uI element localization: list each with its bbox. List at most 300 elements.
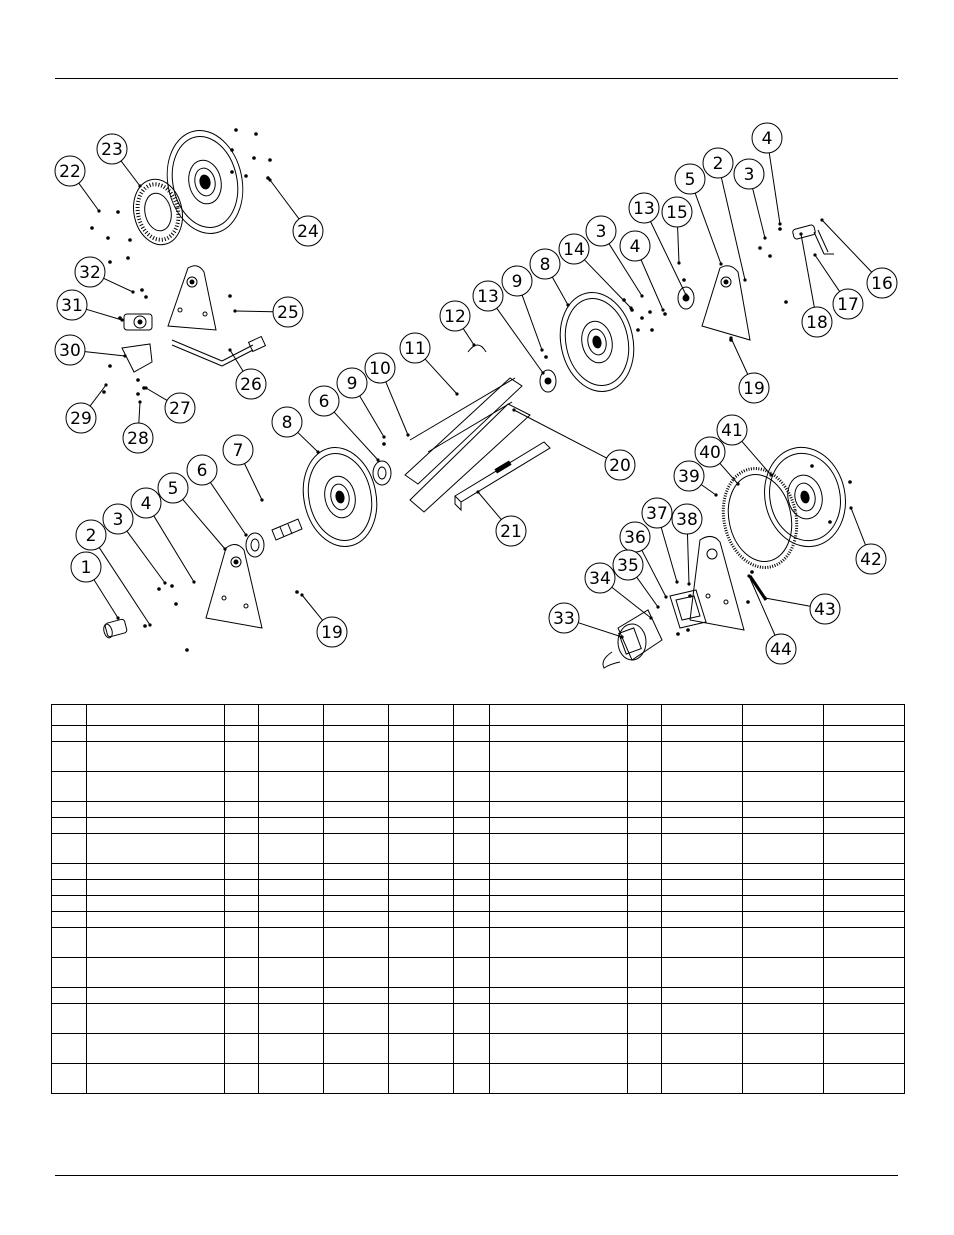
table-row: [52, 834, 905, 864]
table-cell: [259, 958, 324, 988]
callout-tip-3: [163, 581, 166, 584]
callout-leader-19: [302, 595, 323, 620]
upper-right-side-frame: [702, 266, 750, 340]
hardware-fastener: [848, 480, 852, 484]
table-cell: [87, 896, 225, 912]
callout-tip-17: [813, 253, 816, 256]
table-cell: [628, 880, 662, 896]
table-cell: [743, 772, 824, 802]
callout-tip-23: [138, 184, 141, 187]
callout-tip-16: [820, 218, 823, 221]
table-cell: [743, 1004, 824, 1034]
table-cell: [225, 958, 259, 988]
callout-tip-39: [714, 493, 717, 496]
table-cell: [490, 864, 628, 880]
table-cell: [259, 705, 324, 726]
table-cell: [743, 912, 824, 928]
table-row: [52, 1034, 905, 1064]
callout-tip-27: [144, 386, 147, 389]
u-bolt-part-12: [468, 345, 486, 352]
table-cell: [454, 1064, 490, 1094]
callout-number: 4: [140, 494, 152, 514]
table-cell: [225, 772, 259, 802]
table-cell: [824, 912, 905, 928]
callout-number: 30: [59, 341, 81, 361]
table-cell: [743, 802, 824, 818]
callout-tip-30: [123, 354, 126, 357]
table-cell: [824, 818, 905, 834]
callout-tip-19: [300, 593, 303, 596]
hardware-fastener: [676, 632, 680, 636]
table-cell: [225, 705, 259, 726]
hardware-fastener: [230, 170, 234, 174]
callout-number: 1: [80, 558, 92, 578]
table-cell: [454, 772, 490, 802]
table-cell: [743, 864, 824, 880]
table-cell: [824, 726, 905, 742]
callout-tip-10: [406, 433, 409, 436]
table-row: [52, 912, 905, 928]
callout-number: 6: [318, 392, 330, 412]
table-cell: [87, 912, 225, 928]
callout-tip-21: [476, 490, 479, 493]
table-cell: [52, 880, 87, 896]
table-cell: [743, 1064, 824, 1094]
callout-leader-13: [497, 308, 543, 373]
table-cell: [743, 880, 824, 896]
table-cell: [225, 988, 259, 1004]
hardware-fastener: [648, 310, 652, 314]
crank-handle-part-26: [172, 337, 265, 366]
callout-number: 34: [589, 569, 611, 589]
table-cell: [389, 726, 454, 742]
table-cell: [662, 912, 743, 928]
table-cell: [628, 818, 662, 834]
table-cell: [52, 1064, 87, 1094]
callout-leader-2: [721, 178, 745, 280]
table-cell: [324, 1034, 389, 1064]
table-cell: [225, 880, 259, 896]
table-cell: [259, 988, 324, 1004]
table-cell: [225, 1004, 259, 1034]
table-cell: [87, 705, 225, 726]
hardware-fastener: [108, 364, 112, 368]
callout-number: 41: [721, 421, 743, 441]
callout-number: 39: [678, 467, 700, 487]
table-cell: [259, 864, 324, 880]
table-row: [52, 880, 905, 896]
table-cell: [225, 896, 259, 912]
table-cell: [52, 1034, 87, 1064]
callout-leader-7: [244, 464, 262, 500]
callout-number: 15: [666, 203, 688, 223]
table-cell: [490, 958, 628, 988]
table-cell: [743, 1034, 824, 1064]
callout-number: 25: [277, 303, 299, 323]
table-row: [52, 802, 905, 818]
hardware-fastener: [828, 520, 832, 524]
table-cell: [628, 1004, 662, 1034]
hardware-fastener: [663, 312, 667, 316]
bottom-rule: [55, 1175, 898, 1176]
callout-number: 38: [676, 510, 698, 530]
table-cell: [662, 818, 743, 834]
table-cell: [389, 1004, 454, 1034]
table-cell: [324, 864, 389, 880]
table-cell: [225, 912, 259, 928]
hardware-fastener: [143, 624, 147, 628]
table-cell: [824, 928, 905, 958]
callout-tip-36: [664, 595, 667, 598]
callout-number: 28: [127, 429, 149, 449]
channel-part-21: [455, 442, 550, 510]
callout-number: 18: [806, 313, 828, 333]
table-cell: [628, 772, 662, 802]
table-cell: [662, 705, 743, 726]
callout-tip-4: [778, 222, 781, 225]
callout-number: 14: [563, 240, 585, 260]
callout-number: 4: [629, 237, 641, 257]
callout-tip-8: [566, 303, 569, 306]
table-cell: [662, 880, 743, 896]
callout-tip-1: [116, 616, 119, 619]
hardware-fastener: [768, 254, 772, 258]
callout-tip-28: [138, 400, 141, 403]
table-cell: [824, 880, 905, 896]
callout-tip-3: [763, 236, 766, 239]
hardware-fastener: [382, 442, 386, 446]
table-row: [52, 864, 905, 880]
callout-leader-6: [334, 412, 378, 460]
table-cell: [324, 772, 389, 802]
callout-number: 44: [770, 640, 792, 660]
callout-leader-5: [183, 499, 225, 549]
bracket-part-30: [122, 344, 152, 372]
table-cell: [743, 742, 824, 772]
table-cell: [324, 1004, 389, 1034]
table-cell: [259, 742, 324, 772]
table-cell: [389, 818, 454, 834]
table-cell: [225, 864, 259, 880]
table-cell: [490, 896, 628, 912]
callout-tip-2: [148, 623, 151, 626]
table-cell: [389, 772, 454, 802]
table-cell: [824, 834, 905, 864]
table-cell: [824, 742, 905, 772]
table-cell: [490, 818, 628, 834]
table-cell: [389, 988, 454, 1004]
callout-number: 35: [617, 556, 639, 576]
hardware-fastener: [90, 226, 94, 230]
table-cell: [52, 1004, 87, 1034]
table-cell: [628, 726, 662, 742]
table-cell: [225, 742, 259, 772]
table-cell: [87, 802, 225, 818]
callout-leader-20: [514, 410, 607, 458]
table-cell: [389, 896, 454, 912]
callout-leader-13: [651, 222, 686, 295]
table-row: [52, 705, 905, 726]
callout-leader-4: [641, 260, 663, 310]
hardware-fastener: [244, 174, 248, 178]
callout-leader-32: [104, 278, 133, 292]
table-row: [52, 726, 905, 742]
table-cell: [490, 742, 628, 772]
table-cell: [490, 705, 628, 726]
hardware-fastener: [268, 158, 272, 162]
callout-tip-4: [661, 308, 664, 311]
table-cell: [743, 896, 824, 912]
drum-core-part-11: [405, 378, 530, 512]
callout-leader-11: [425, 359, 457, 394]
table-cell: [259, 802, 324, 818]
callout-leader-16: [822, 220, 872, 272]
table-row: [52, 1064, 905, 1094]
callout-number: 23: [101, 140, 123, 160]
hardware-fastener: [140, 288, 144, 292]
upper-left-hub-disc: [158, 123, 252, 240]
table-cell: [824, 1034, 905, 1064]
callout-number: 40: [699, 443, 721, 463]
table-cell: [628, 912, 662, 928]
hardware-fastener: [106, 236, 110, 240]
table-cell: [824, 896, 905, 912]
callout-leader-23: [121, 161, 140, 186]
table-cell: [87, 988, 225, 1004]
callout-leader-1: [94, 580, 118, 618]
table-cell: [454, 880, 490, 896]
table-cell: [824, 864, 905, 880]
table-cell: [225, 834, 259, 864]
table-row: [52, 818, 905, 834]
callout-leader-18: [801, 234, 814, 307]
table-cell: [824, 1064, 905, 1094]
callout-tip-22: [97, 209, 100, 212]
table-row: [52, 772, 905, 802]
table-cell: [52, 742, 87, 772]
table-cell: [324, 742, 389, 772]
callout-number: 31: [61, 296, 83, 316]
table-cell: [324, 988, 389, 1004]
callout-tip-35: [656, 605, 659, 608]
table-cell: [324, 818, 389, 834]
table-cell: [389, 1064, 454, 1094]
callout-tip-31: [120, 318, 123, 321]
table-cell: [490, 772, 628, 802]
table-cell: [490, 1064, 628, 1094]
table-cell: [454, 928, 490, 958]
table-cell: [628, 928, 662, 958]
callout-tip-18: [799, 232, 802, 235]
callout-tip-42: [849, 506, 852, 509]
table-cell: [628, 705, 662, 726]
crank-handle-part-18: [792, 224, 834, 254]
callout-tip-14: [629, 306, 632, 309]
table-cell: [52, 705, 87, 726]
table-cell: [324, 912, 389, 928]
callout-leader-4: [769, 153, 780, 224]
callout-number: 32: [79, 263, 101, 283]
table-cell: [225, 818, 259, 834]
callout-tip-26: [228, 348, 231, 351]
callout-leader-21: [478, 492, 501, 520]
table-cell: [225, 726, 259, 742]
table-cell: [52, 818, 87, 834]
hardware-fastener: [746, 600, 750, 604]
callout-number: 8: [281, 413, 293, 433]
callout-tip-40: [736, 482, 739, 485]
table-cell: [454, 834, 490, 864]
hardware-fastener: [254, 132, 258, 136]
callout-number: 11: [404, 339, 426, 359]
table-cell: [389, 802, 454, 818]
table-cell: [324, 1064, 389, 1094]
table-cell: [454, 1004, 490, 1034]
callout-tip-24: [268, 178, 271, 181]
callout-number: 4: [761, 129, 773, 149]
callout-tip-7: [260, 498, 263, 501]
drum-flange-center: [551, 286, 642, 399]
table-row: [52, 928, 905, 958]
hardware-fastener: [778, 227, 782, 231]
table-cell: [628, 834, 662, 864]
callout-tip-8: [316, 450, 319, 453]
hardware-fastener: [108, 260, 112, 264]
table-cell: [454, 864, 490, 880]
table-cell: [324, 726, 389, 742]
callout-number: 19: [321, 623, 343, 643]
table-cell: [490, 726, 628, 742]
hardware-fastener: [144, 295, 148, 299]
table-cell: [743, 705, 824, 726]
callout-tip-15: [677, 261, 680, 264]
table-cell: [87, 1004, 225, 1034]
callout-tip-4: [192, 580, 195, 583]
table-cell: [743, 726, 824, 742]
motor-part-33: [603, 610, 662, 668]
hardware-fastener: [185, 648, 189, 652]
callout-number: 33: [553, 609, 575, 629]
callout-number: 9: [511, 272, 523, 292]
table-cell: [389, 928, 454, 958]
table-cell: [628, 802, 662, 818]
hardware-fastener: [234, 128, 238, 132]
callout-tip-3: [640, 294, 643, 297]
table-cell: [454, 1034, 490, 1064]
table-cell: [824, 958, 905, 988]
table-cell: [389, 834, 454, 864]
callout-leader-15: [678, 227, 679, 263]
hardware-fastener: [228, 294, 232, 298]
callout-number: 29: [70, 409, 92, 429]
table-row: [52, 742, 905, 772]
hardware-fastener: [126, 256, 130, 260]
table-cell: [743, 834, 824, 864]
callout-leader-24: [270, 180, 299, 219]
table-cell: [454, 912, 490, 928]
hardware-fastener: [758, 246, 762, 250]
table-row: [52, 958, 905, 988]
table-cell: [743, 988, 824, 1004]
table-cell: [490, 912, 628, 928]
table-cell: [225, 928, 259, 958]
callout-leader-10: [386, 382, 408, 435]
table-cell: [662, 1004, 743, 1034]
callout-number: 2: [85, 526, 97, 546]
callout-leader-27: [146, 388, 167, 400]
callout-leader-17: [815, 255, 840, 292]
table-row: [52, 896, 905, 912]
hardware-fastener: [784, 300, 788, 304]
table-cell: [490, 880, 628, 896]
callout-number: 3: [595, 222, 607, 242]
table-cell: [743, 928, 824, 958]
bearing-part-6-center: [373, 461, 391, 485]
table-cell: [628, 1034, 662, 1064]
knob-part-1: [102, 619, 127, 639]
table-cell: [743, 818, 824, 834]
hardware-fastener: [686, 628, 690, 632]
table-cell: [662, 726, 743, 742]
hardware-fastener: [544, 355, 548, 359]
hardware-fastener: [136, 392, 140, 396]
hardware-fastener: [810, 464, 814, 468]
table-cell: [87, 726, 225, 742]
callout-leader-44: [749, 576, 775, 635]
callout-number: 3: [112, 510, 124, 530]
sprocket-part-13-right: [678, 287, 694, 309]
callout-tip-43: [763, 596, 766, 599]
callout-number: 16: [871, 274, 893, 294]
table-cell: [52, 834, 87, 864]
callout-leader-28: [139, 402, 140, 423]
shaft-part-7: [272, 519, 302, 540]
table-cell: [490, 1004, 628, 1034]
callout-leader-22: [79, 183, 99, 211]
table-cell: [662, 1034, 743, 1064]
callout-tip-9: [540, 348, 543, 351]
table-cell: [259, 896, 324, 912]
table-cell: [490, 834, 628, 864]
table-cell: [824, 705, 905, 726]
table-cell: [389, 742, 454, 772]
table-cell: [743, 958, 824, 988]
table-cell: [662, 834, 743, 864]
hardware-fastener: [230, 148, 234, 152]
hardware-fastener: [136, 378, 140, 382]
table-cell: [662, 1064, 743, 1094]
table-cell: [259, 1034, 324, 1064]
table-cell: [87, 818, 225, 834]
table-cell: [259, 928, 324, 958]
table-cell: [259, 834, 324, 864]
table-cell: [87, 742, 225, 772]
hardware-fastener: [682, 278, 686, 282]
table-cell: [87, 772, 225, 802]
callout-leader-9: [360, 396, 384, 437]
callout-number: 26: [240, 375, 262, 395]
table-cell: [52, 958, 87, 988]
callout-number: 9: [346, 374, 358, 394]
table-cell: [52, 912, 87, 928]
table-cell: [628, 896, 662, 912]
table-cell: [662, 928, 743, 958]
callout-tip-13: [541, 371, 544, 374]
callout-number: 42: [860, 550, 882, 570]
callout-tip-20: [512, 408, 515, 411]
drum-flange-lower-left: [294, 441, 385, 554]
table-cell: [389, 705, 454, 726]
